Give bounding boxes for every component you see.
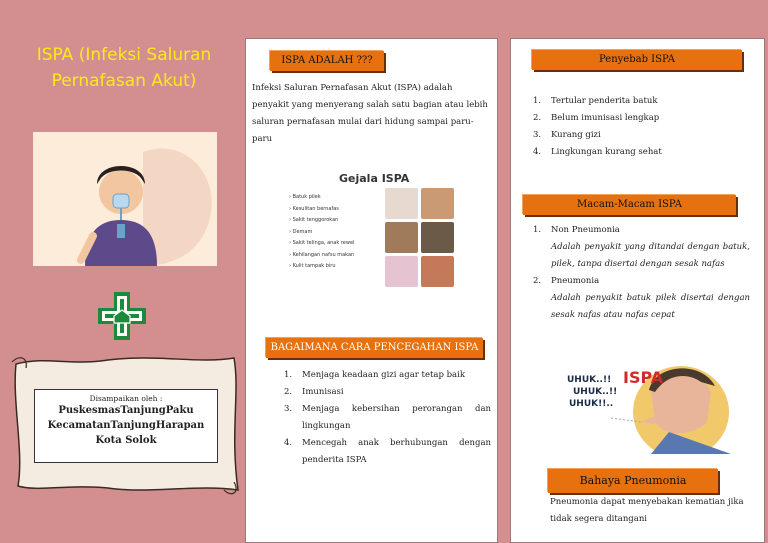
credits-box xyxy=(34,389,218,463)
org-district: KecamatanTanjungHarapan xyxy=(47,420,205,431)
danger-heading: Bahaya Pneumonia xyxy=(548,469,718,493)
patient-with-mask-icon xyxy=(33,132,217,266)
org-city: Kota Solok xyxy=(95,435,157,446)
gejala-item: › Kehilangan nafsu makan xyxy=(289,250,354,262)
gejala-item: › Batuk pilek xyxy=(289,192,354,204)
health-cross-logo-icon xyxy=(96,290,148,342)
crying-child-picture xyxy=(385,222,418,253)
ispa-cough-illustration xyxy=(551,352,733,454)
gejala-title: Gejala ISPA xyxy=(339,172,410,185)
type-description: Adalah penyakit batuk pilek disertai dengan sesak nafas atau nafas cepat xyxy=(551,293,750,320)
gejala-item: › Kesulitan bernafas xyxy=(289,204,354,216)
presented-by-label: Disampaikan oleh : xyxy=(89,394,163,403)
prevention-item: 3. Menjaga kebersihan perorangan dan lingkungan xyxy=(284,404,491,431)
prevention-item: 4. Mencegah anak berhubungan dengan penderita ISPA xyxy=(284,438,491,465)
brochure-title: ISPA (Infeksi Saluran Pernafasan Akut) xyxy=(36,45,212,91)
cause-item: 2. Belum imunisasi lengkap xyxy=(533,113,660,123)
causes-list xyxy=(533,93,753,161)
prevention-list xyxy=(284,367,491,469)
gejala-list xyxy=(289,192,354,273)
definition-text: Infeksi Saluran Pernafasan Akut (ISPA) adalah penyakit yang menyerang salah satu bagian atau lebih saluran pernafasan mulai dari hidung sampai paru-paru xyxy=(252,83,488,144)
cause-item: 4. Lingkungan kurang sehat xyxy=(533,147,662,157)
type-item: 1. Non Pneumonia xyxy=(533,225,620,235)
danger-text: Pneumonia dapat menyebakan kematian jika tidak segera ditangani xyxy=(550,497,744,524)
cause-item: 1. Tertular penderita batuk xyxy=(533,96,658,106)
types-list xyxy=(533,222,750,324)
types-heading: Macam-Macam ISPA xyxy=(523,195,736,215)
gejala-item: › Sakit telinga, anak rewel xyxy=(289,238,354,250)
prevention-item: 2. Imunisasi xyxy=(284,387,344,397)
cause-item: 3. Kurang gizi xyxy=(533,130,601,140)
gejala-infographic xyxy=(285,170,460,292)
puskesmas-logo xyxy=(96,290,148,342)
coughing-child-picture xyxy=(385,188,418,219)
gejala-item: › Sakit tenggorokan xyxy=(289,215,354,227)
gejala-item: › Kulit tampak biru xyxy=(289,261,354,273)
type-item: 2. Pneumonia xyxy=(533,276,600,286)
prevention-heading: BAGAIMANA CARA PENCEGAHAN ISPA xyxy=(266,338,483,358)
causes-heading: Penyebab ISPA xyxy=(532,50,742,70)
fever-child-picture xyxy=(421,222,454,253)
gejala-pictures xyxy=(385,188,455,288)
eating-child-picture xyxy=(421,256,454,287)
sick-child-picture xyxy=(421,188,454,219)
food-picture xyxy=(385,256,418,287)
prevention-item: 1. Menjaga keadaan gizi agar tetap baik xyxy=(284,370,465,380)
org-name: PuskesmasTanjungPaku xyxy=(58,405,194,416)
cough-text: UHUK..!! UHUK..!! UHUK!!.. xyxy=(567,375,618,409)
patient-illustration xyxy=(33,132,217,266)
gejala-item: › Demam xyxy=(289,227,354,239)
definition-heading: ISPA ADALAH ??? xyxy=(270,51,384,71)
ispa-label: ISPA xyxy=(623,368,664,387)
type-description: Adalah penyakit yang ditandai dengan batuk, pilek, tanpa disertai dengan sesak nafas xyxy=(551,242,750,269)
